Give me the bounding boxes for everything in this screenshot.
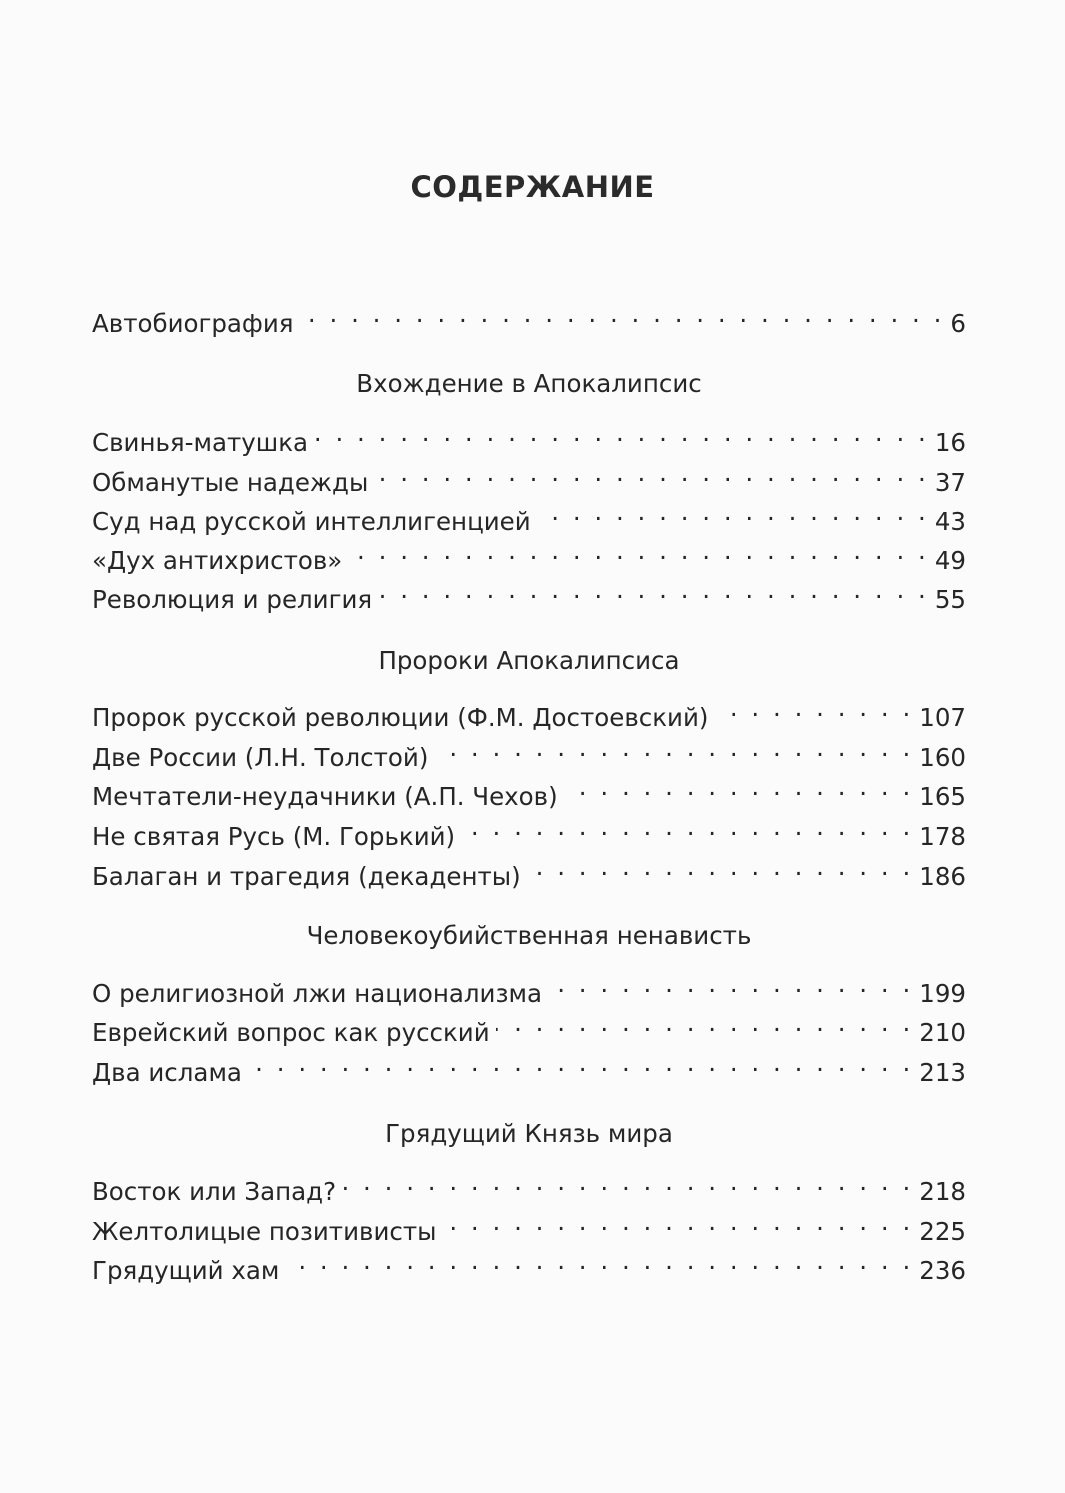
toc-entry-page: 37 (934, 468, 966, 497)
toc-entry-title: Грядущий хам (92, 1256, 280, 1285)
toc-entry (92, 690, 966, 732)
toc-entry (92, 809, 966, 851)
toc-entry-page: 165 (919, 782, 966, 811)
dot-leader (527, 849, 914, 885)
toc-entry-title: Пророк русской революции (Ф.М. Достоевский) (92, 703, 709, 732)
toc-entry-title: Балаган и трагедия (декаденты) (92, 862, 521, 891)
toc-entry-page: 213 (919, 1058, 966, 1087)
toc-entry-title: «Дух антихристов» (92, 546, 343, 575)
toc-entry-page: 199 (919, 979, 966, 1008)
section-heading: Пророки Апокалипсиса (378, 646, 680, 675)
dot-leader (714, 690, 913, 726)
toc-entry (92, 572, 966, 614)
toc-entry-page: 160 (919, 743, 966, 772)
dot-leader (442, 1204, 913, 1240)
dot-leader (461, 809, 913, 845)
dot-leader (378, 572, 929, 608)
toc-entry (92, 966, 966, 1008)
toc-entry-title: Мечтатели-неудачники (А.П. Чехов) (92, 782, 558, 811)
section-heading: Человекоубийственная ненависть (306, 921, 752, 950)
toc-entry-title: Автобиография (92, 309, 294, 338)
toc-entry (92, 494, 966, 536)
toc-entry-title: Два ислама (92, 1058, 242, 1087)
toc-entry-title: Революция и религия (92, 585, 373, 614)
section-heading: Вхождение в Апокалипсис (356, 369, 702, 398)
toc-entry (92, 730, 966, 772)
toc-entry-page: 210 (919, 1018, 966, 1047)
toc-entry-page: 107 (919, 703, 966, 732)
toc-entry-page: 186 (919, 862, 966, 891)
toc-entry-page: 236 (919, 1256, 966, 1285)
toc-entry-page: 49 (934, 546, 966, 575)
toc-entry (92, 455, 966, 497)
toc-entry-page: 178 (919, 822, 966, 851)
page-title: СОДЕРЖАНИЕ (410, 170, 655, 204)
toc-entry-page: 6 (950, 309, 966, 338)
dot-leader (248, 1045, 913, 1081)
dot-leader (548, 966, 913, 1002)
toc-entry-title: Свинья-матушка (92, 428, 309, 457)
dot-leader (300, 296, 945, 332)
dot-leader (342, 1164, 913, 1200)
toc-entry-title: Еврейский вопрос как русский (92, 1018, 490, 1047)
toc-entry-title: Суд над русской интеллигенцией (92, 507, 531, 536)
toc-entry-page: 225 (919, 1217, 966, 1246)
dot-leader (314, 415, 929, 451)
toc-entry-title: Две России (Л.Н. Толстой) (92, 743, 429, 772)
toc-entry (92, 849, 966, 891)
toc-entry (92, 769, 966, 811)
dot-leader (496, 1005, 914, 1041)
toc-entry-page: 55 (934, 585, 966, 614)
toc-entry-title: Восток или Запад? (92, 1177, 337, 1206)
dot-leader (374, 455, 929, 491)
toc-entry-page: 16 (934, 428, 966, 457)
toc-entry (92, 533, 966, 575)
section-heading: Грядущий Князь мира (385, 1119, 673, 1148)
toc-entry (92, 1164, 966, 1206)
toc-entry-page: 218 (919, 1177, 966, 1206)
toc-entry (92, 415, 966, 457)
toc-entry-title: Не святая Русь (М. Горький) (92, 822, 456, 851)
toc-entry-page: 43 (934, 507, 966, 536)
dot-leader (348, 533, 929, 569)
dot-leader (564, 769, 914, 805)
toc-entry (92, 1045, 966, 1087)
toc-entry-title: Желтолицые позитивисты (92, 1217, 437, 1246)
toc-entry-title: Обманутые надежды (92, 468, 369, 497)
dot-leader (285, 1243, 913, 1279)
dot-leader (537, 494, 929, 530)
toc-entry-title: О религиозной лжи национализма (92, 979, 543, 1008)
toc-entry (92, 296, 966, 338)
toc-entry (92, 1243, 966, 1285)
dot-leader (434, 730, 913, 766)
toc-entry (92, 1204, 966, 1246)
toc-entry (92, 1005, 966, 1047)
